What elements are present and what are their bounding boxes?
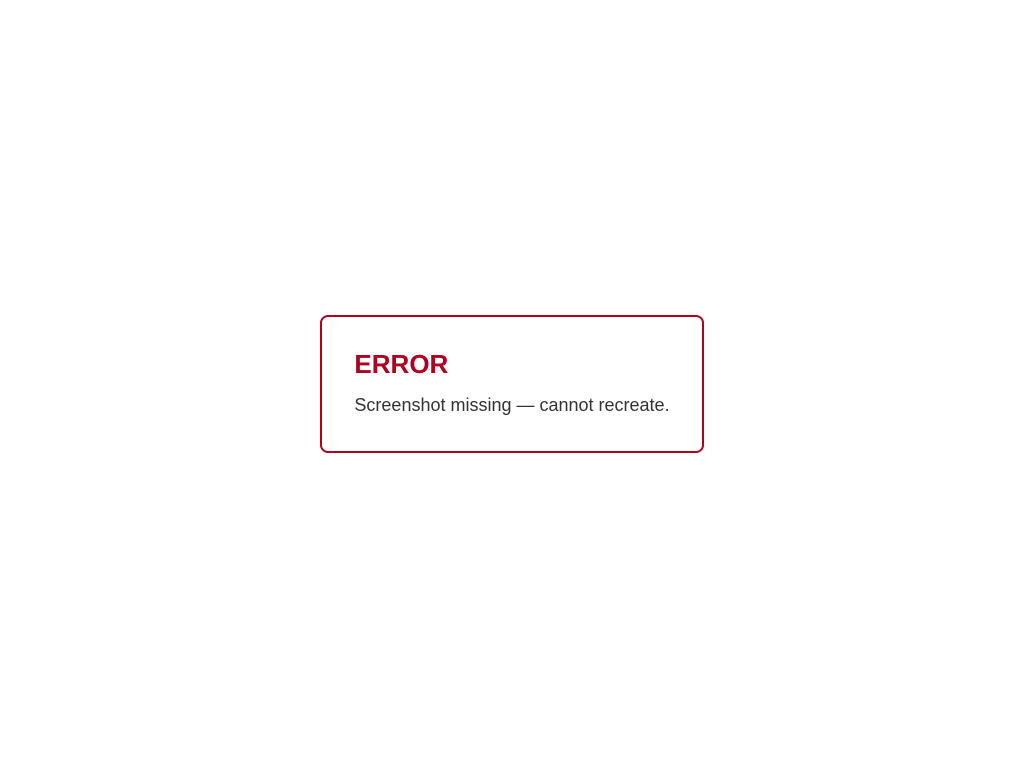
error-notice	[320, 315, 703, 453]
error-message: Screenshot missing — cannot recreate.	[354, 395, 670, 415]
error-heading: ERROR	[354, 349, 449, 379]
